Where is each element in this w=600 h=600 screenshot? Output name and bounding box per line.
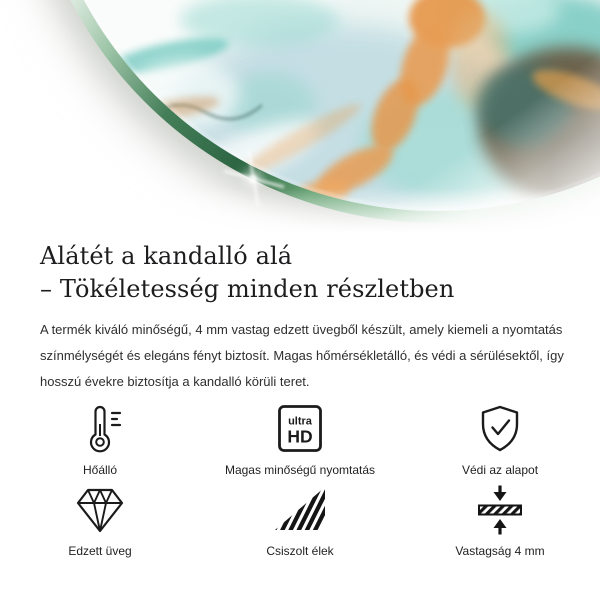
title-line-1: Alátét a kandalló alá [40,242,293,270]
feature-ultra-hd-print [200,403,400,478]
feature-tempered-glass [0,484,200,559]
product-copy [0,240,600,395]
title-line-2: – Tökéletesség minden részletben [40,275,455,303]
feature-label: Hőálló [82,463,118,477]
thickness-icon [472,484,528,536]
feature-label: Edzett üveg [68,544,132,558]
product-description [40,317,564,395]
feature-label: Csiszolt élek [266,544,334,558]
diamond-icon [72,484,128,536]
feature-thickness [400,484,600,559]
product-hero [0,0,600,234]
feature-label: Védi az alapot [461,463,539,477]
svg-text:ultra: ultra [288,415,312,428]
feature-label: Vastagság 4 mm [455,544,545,558]
feature-label: Magas minőségű nyomtatás [224,463,376,477]
description-line: hosszú évekre biztosítja a kandalló körüli teret. [40,374,310,389]
ultra-hd-icon [272,403,328,455]
polished-edge-icon [272,484,328,536]
feature-grid [0,403,600,559]
feature-polished-edges [200,484,400,559]
description-line: A termék kiváló minőségű, 4 mm vastag edzett üvegből készült, amely kiemeli a nyomtatás [40,322,563,337]
svg-text:HD: HD [287,426,313,447]
product-image [0,0,600,234]
feature-protects-base [400,403,600,478]
feature-heat-resistant [0,403,200,478]
description-line: színmélységét és elegáns fényt biztosít. Magas hőmérsékletálló, és védi a sérülésektől, így [40,348,564,363]
thermometer-icon [72,403,128,455]
shield-check-icon [472,403,528,455]
page-title [40,240,560,306]
